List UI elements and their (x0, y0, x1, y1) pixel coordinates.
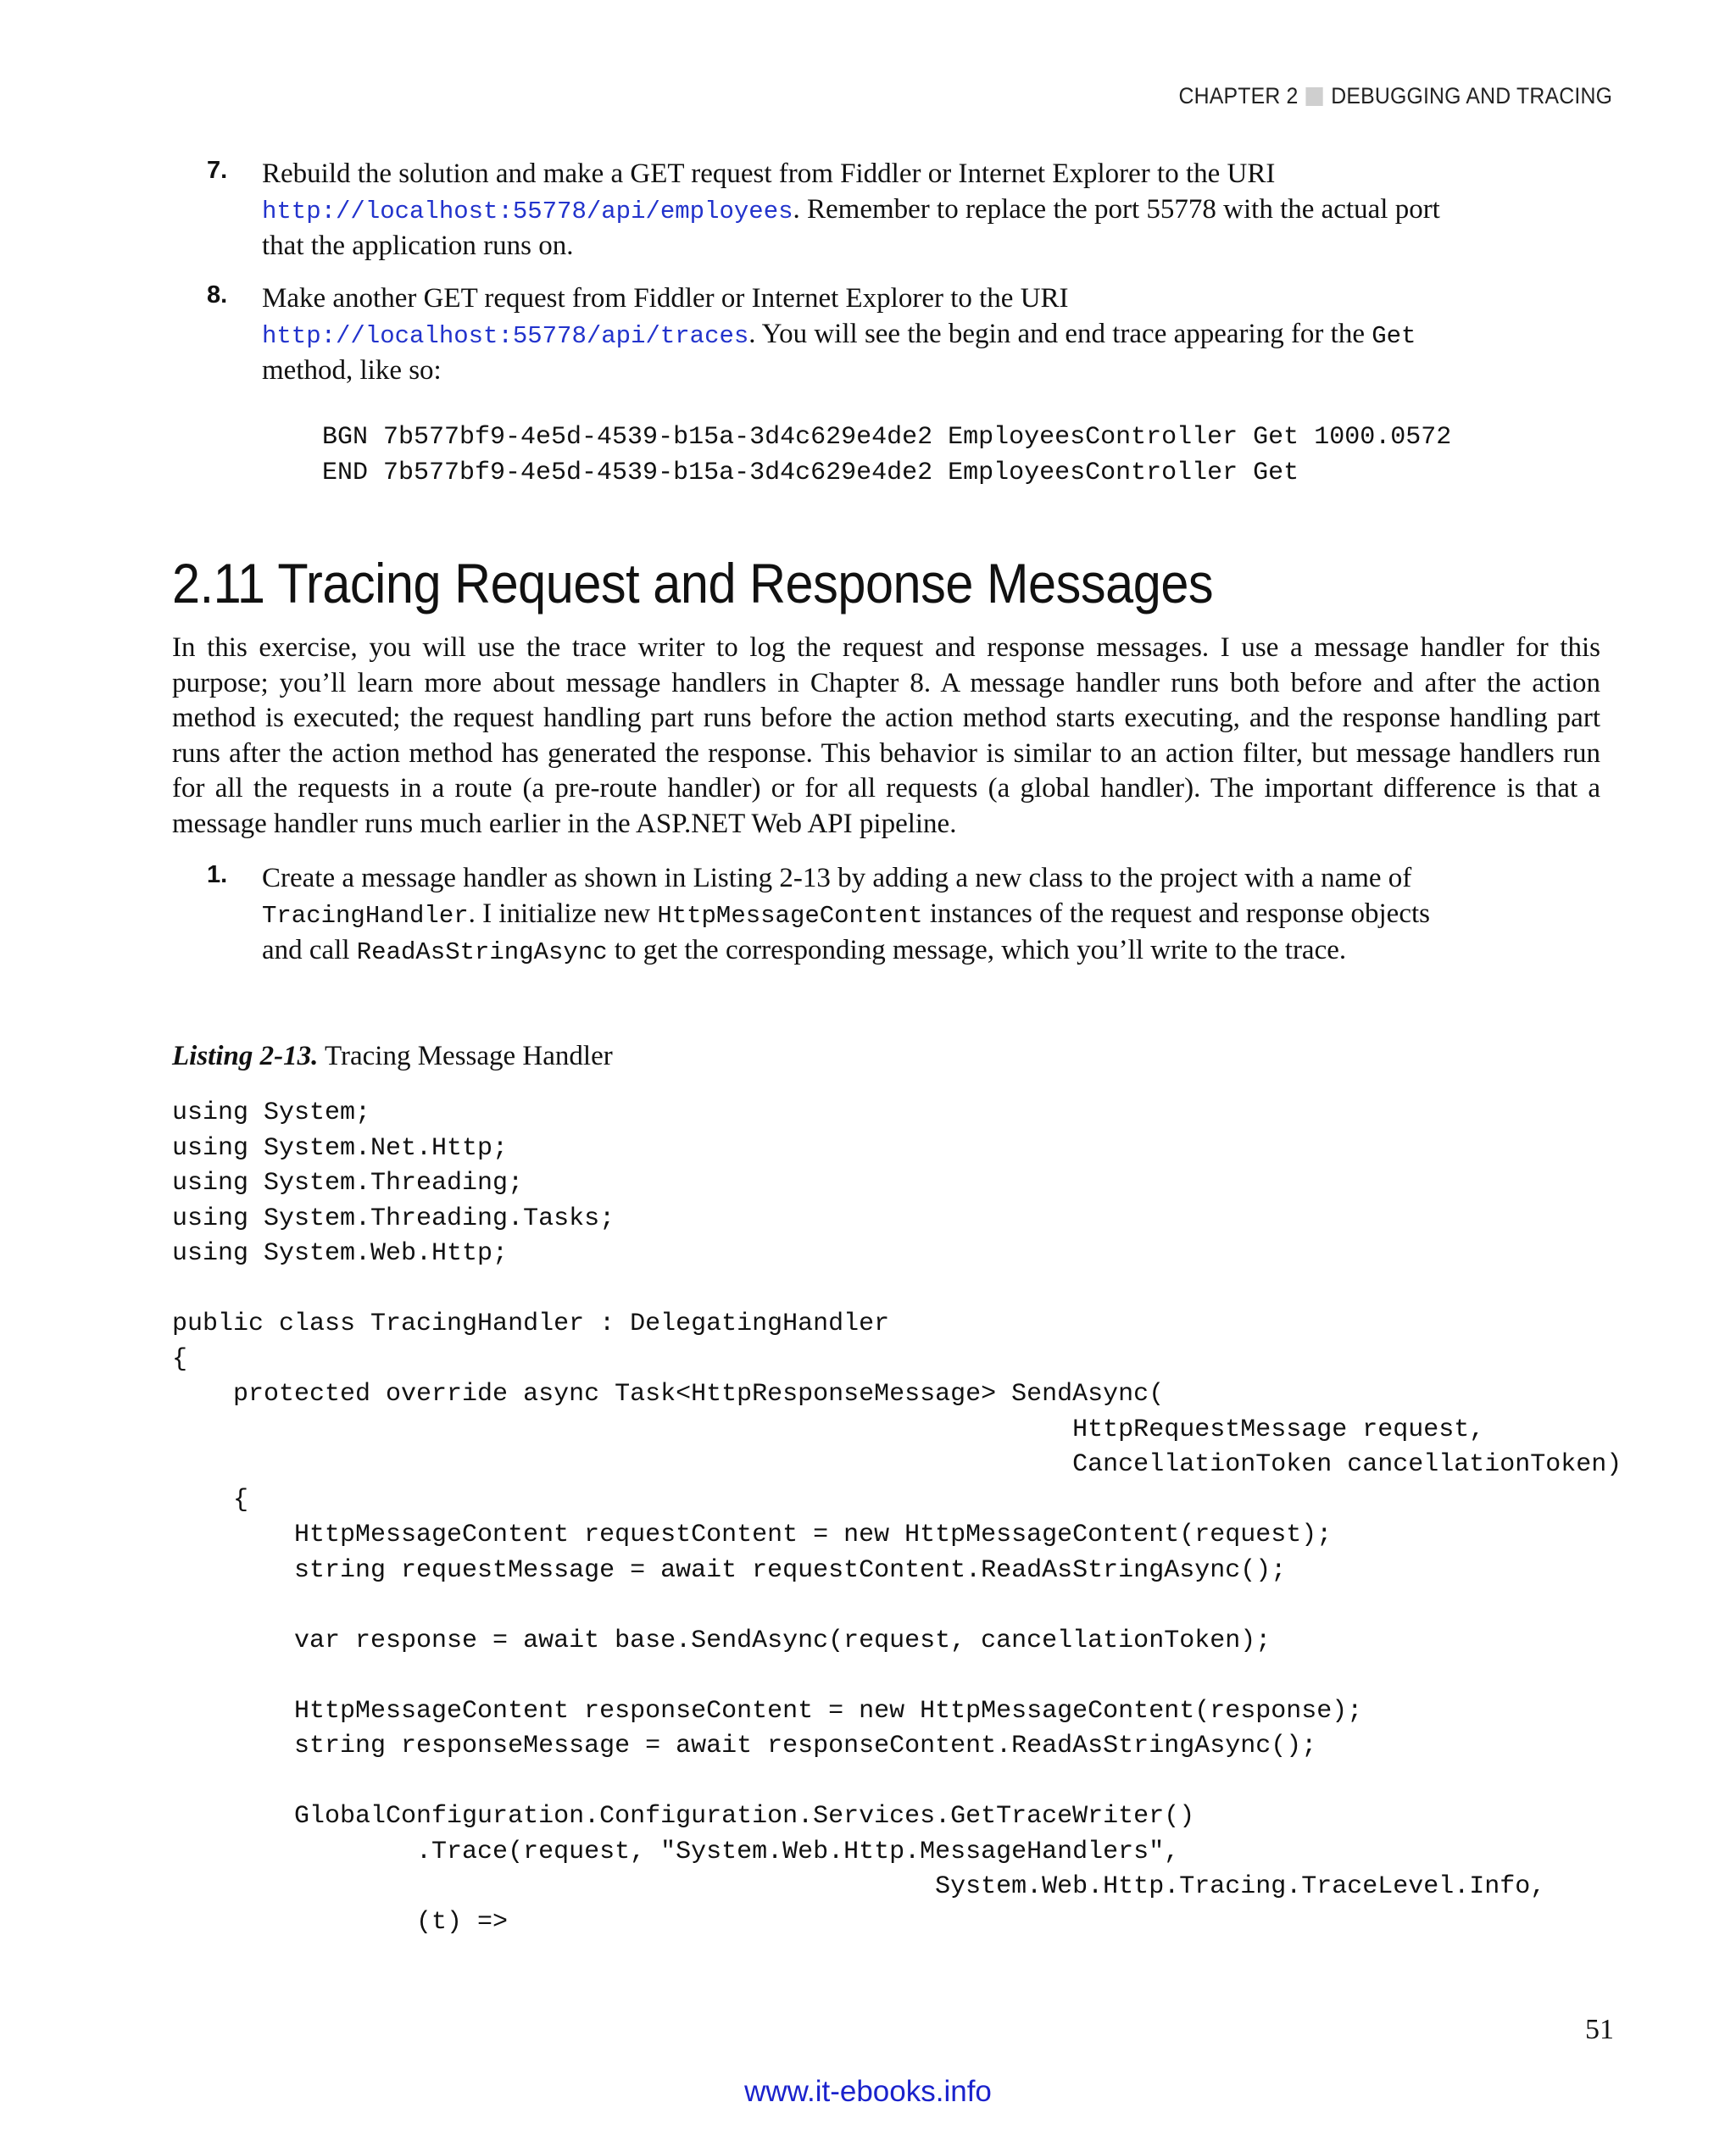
code-line (172, 1765, 1622, 1800)
code-line: GlobalConfiguration.Configuration.Services.GetTraceWriter() (172, 1802, 1195, 1831)
listing-caption (172, 1041, 613, 1072)
step-8 (207, 281, 1466, 389)
code-line (172, 1588, 1622, 1624)
step-number: 7. (207, 157, 228, 184)
step-text-part: to get the corresponding message, which you’ll write to the trace. (607, 935, 1347, 965)
inline-code: ReadAsStringAsync (356, 938, 608, 966)
step-text (262, 861, 1457, 970)
code-line: (t) => (172, 1907, 509, 1937)
code-line: .Trace(request, "System.Web.Http.MessageHandlers", (172, 1837, 1180, 1866)
step-text-part: . Remember to replace the port 55778 with the actual port that the application runs on. (262, 193, 1440, 261)
step-text-part: method, like so: (262, 355, 442, 386)
step-text-part: instances of the request and response objects and call (262, 898, 1430, 965)
step-text-part: Make another GET request from Fiddler or Internet Explorer to the URI (262, 283, 1069, 314)
page-number: 51 (1585, 2014, 1614, 2045)
listing-code-block (172, 1096, 1622, 1940)
chapter-title: DEBUGGING AND TRACING (1331, 83, 1612, 108)
step-7 (207, 157, 1466, 264)
code-line: CancellationToken cancellationToken) (172, 1450, 1622, 1479)
step-number: 8. (207, 281, 228, 309)
code-line: using System.Web.Http; (172, 1239, 509, 1268)
code-line: HttpMessageContent requestContent = new HttpMessageContent(request); (172, 1521, 1333, 1549)
step-text-part: Create a message handler as shown in Listing 2-13 by adding a new class to the project with a name of (262, 863, 1412, 893)
footer-link[interactable]: www.it-ebooks.info (744, 2075, 992, 2108)
code-line: using System.Threading.Tasks; (172, 1204, 615, 1233)
separator-square-icon (1306, 87, 1323, 106)
inline-code: TracingHandler (262, 901, 469, 930)
step-text-part: . I initialize new (468, 898, 658, 929)
step-text-part: . You will see the begin and end trace appearing for the (748, 318, 1372, 349)
code-line: using System.Threading; (172, 1169, 524, 1198)
listing-title: Tracing Message Handler (325, 1041, 613, 1071)
step-text (262, 157, 1466, 264)
step-1 (207, 861, 1457, 970)
code-line: string responseMessage = await responseContent.ReadAsStringAsync(); (172, 1732, 1317, 1760)
code-line (172, 1272, 1622, 1308)
intro-paragraph: In this exercise, you will use the trace writer to log the request and response messages. I use a message handler for this purpose; you’ll learn more about message handlers in Chapter 8. A message handler runs both before and after the action method is executed; the request handling part runs before the action method starts executing, and the response handling part runs after the action method has generated the response. This behavior is similar to an action filter, but message handlers run for all the requests in a route (a pre-route handler) or for all requests (a global handler). The important difference is that a message handler runs much earlier in the ASP.NET Web API pipeline. (172, 632, 1600, 839)
code-line: var response = await base.SendAsync(request, cancellationToken); (172, 1626, 1271, 1655)
code-line: public class TracingHandler : DelegatingHandler (172, 1310, 890, 1338)
running-head (1178, 83, 1612, 109)
trace-output-block (322, 420, 1451, 491)
inline-code: HttpMessageContent (657, 901, 923, 930)
code-line: System.Web.Http.Tracing.TraceLevel.Info, (172, 1872, 1546, 1901)
step-number: 1. (207, 861, 228, 888)
section-heading: 2.11 Tracing Request and Response Messages (172, 552, 1214, 614)
code-line: protected override async Task<HttpResponseMessage> SendAsync( (172, 1380, 1165, 1409)
traces-url-link[interactable]: http://localhost:55778/api/traces (262, 321, 749, 350)
employees-url-link[interactable]: http://localhost:55778/api/employees (262, 197, 793, 225)
code-line: HttpRequestMessage request, (172, 1415, 1485, 1444)
step-text (262, 281, 1466, 389)
code-line (172, 1659, 1622, 1694)
chapter-label: CHAPTER 2 (1178, 83, 1299, 108)
code-line: END 7b577bf9-4e5d-4539-b15a-3d4c629e4de2 EmployeesController Get (322, 458, 1299, 487)
step-text-part: Rebuild the solution and make a GET request from Fiddler or Internet Explorer to the URI (262, 158, 1276, 189)
code-line: BGN 7b577bf9-4e5d-4539-b15a-3d4c629e4de2 EmployeesController Get 1000.0572 (322, 423, 1452, 452)
inline-code: Get (1372, 321, 1416, 350)
code-line: { (172, 1485, 249, 1515)
code-line: HttpMessageContent responseContent = new HttpMessageContent(response); (172, 1696, 1363, 1726)
code-line: using System; (172, 1098, 371, 1127)
code-line: { (172, 1344, 188, 1374)
code-line: string requestMessage = await requestContent.ReadAsStringAsync(); (172, 1555, 1287, 1585)
code-line: using System.Net.Http; (172, 1133, 509, 1163)
listing-label: Listing 2-13. (172, 1041, 319, 1071)
